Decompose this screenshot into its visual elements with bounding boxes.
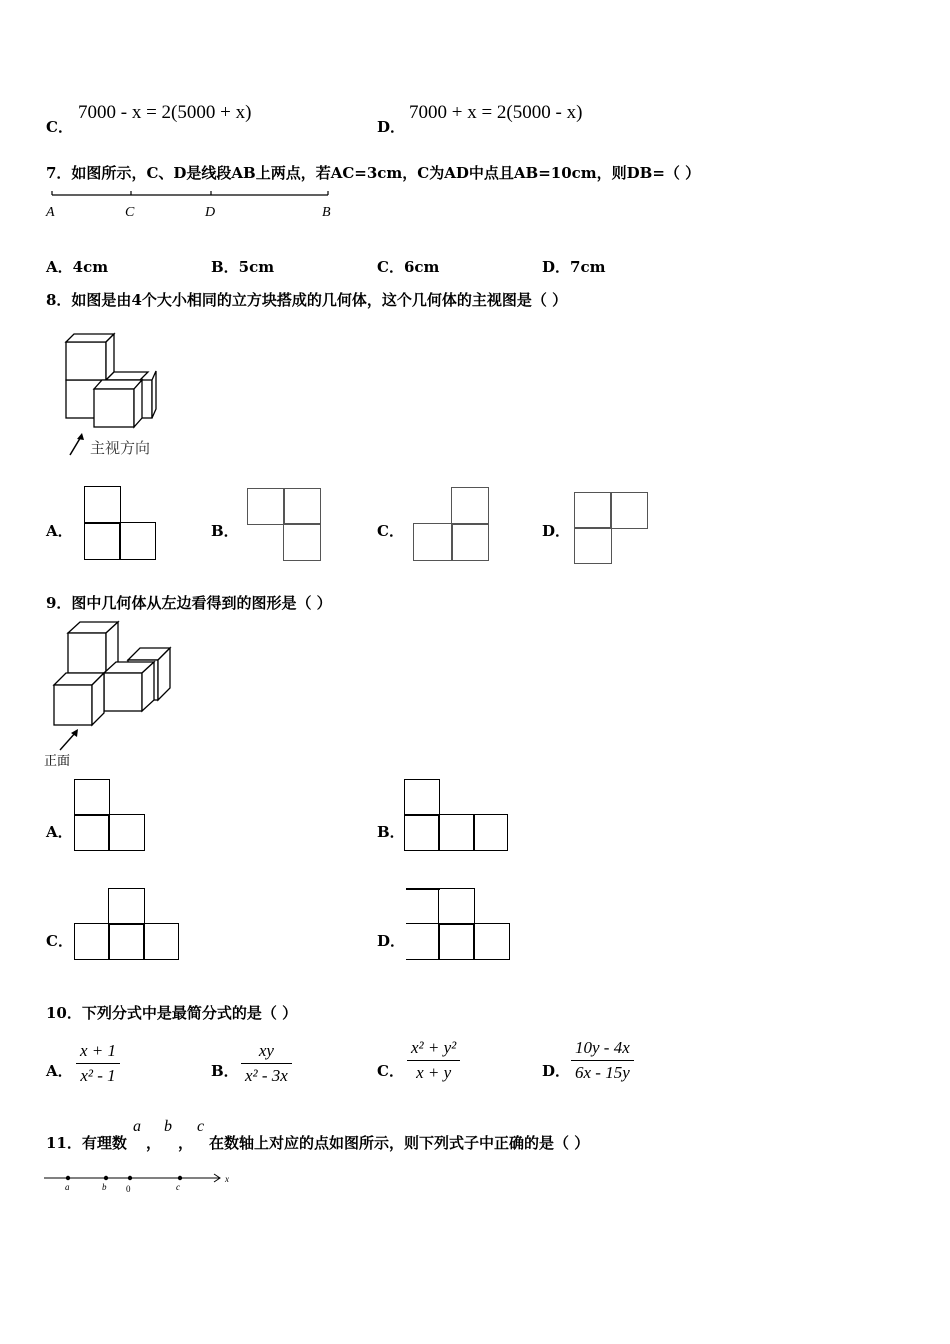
q8-option-c-label[interactable]: C． <box>377 522 404 540</box>
q8-a-cell <box>119 522 156 560</box>
q10-option-c-fraction[interactable] <box>407 1038 460 1083</box>
q8-option-a-label[interactable]: A． <box>46 522 73 540</box>
q8-cube-back-top <box>106 372 148 380</box>
q6-option-c-equation: 7000 - x = 2(5000 + x) <box>78 102 252 123</box>
q11-axis-label: x <box>225 1174 229 1184</box>
q11-number-line <box>40 1168 240 1198</box>
q10-option-a-label[interactable]: A． <box>46 1062 73 1080</box>
q8-c-cell <box>451 487 489 525</box>
q6-option-d-label: D． <box>377 118 406 136</box>
q7-stem: 7．如图所示，C、D是线段AB上两点，若AC=3cm，C为AD中点且AB=10cm，则DB=（ ） <box>46 164 701 182</box>
q9-option-c-figure[interactable] <box>74 888 180 960</box>
q10-option-c-label[interactable]: C． <box>377 1062 404 1080</box>
q7-point-label: D <box>205 205 216 220</box>
q6-option-c-label: C． <box>46 118 73 136</box>
q8-cube-front <box>94 389 134 427</box>
q8-option-b-label[interactable]: B． <box>211 522 239 540</box>
q9-cube-mid-front <box>104 673 142 711</box>
q8-view-arrowhead <box>77 433 84 440</box>
q10-c-numerator: x² + y² <box>411 1038 457 1057</box>
q10-d-numerator: 10y - 4x <box>575 1038 630 1057</box>
q8-view-caption: 主视方向 <box>90 439 151 457</box>
q10-option-d-label[interactable]: D． <box>542 1062 571 1080</box>
q7-point-label: B <box>322 205 331 220</box>
q9-option-d-figure[interactable] <box>404 888 512 960</box>
q7-segment-figure <box>40 184 340 224</box>
q8-cube-back-side <box>152 371 156 418</box>
q9-c-cell <box>108 923 145 960</box>
q9-b-cell <box>404 814 440 851</box>
q8-a-cell <box>84 522 121 560</box>
q8-option-a-figure[interactable] <box>84 486 156 560</box>
q9-option-a-label[interactable]: A． <box>46 823 73 841</box>
q10-option-d-fraction[interactable] <box>571 1038 634 1083</box>
q9-option-b-figure[interactable] <box>404 779 509 851</box>
q9-c-cell <box>108 888 145 925</box>
q6-option-d-equation: 7000 + x = 2(5000 - x) <box>409 102 583 123</box>
q10-b-denominator: x² - 3x <box>245 1066 288 1085</box>
q8-option-d-label[interactable]: D． <box>542 522 571 540</box>
q9-stem: 9．图中几何体从左边看得到的图形是（ ） <box>46 594 332 612</box>
q11-var-c: c <box>197 1118 205 1135</box>
q11-point-a <box>66 1176 70 1180</box>
q9-cube-front-front <box>54 685 92 725</box>
q9-view-caption: 正面 <box>44 754 71 769</box>
q10-stem: 10．下列分式中是最简分式的是（ ） <box>46 1004 298 1022</box>
q8-c-cell <box>413 523 453 561</box>
q9-b-cell <box>404 779 440 816</box>
q9-c-cell <box>74 923 110 960</box>
q9-d-cell <box>406 923 440 960</box>
q9-d-cell <box>473 923 510 960</box>
q9-d-cell <box>438 888 475 925</box>
q7-option-b[interactable]: B．5cm <box>211 258 275 276</box>
q8-c-cell <box>451 523 489 561</box>
q7-option-c[interactable]: C．6cm <box>377 258 440 276</box>
q8-a-cell <box>84 486 121 524</box>
q10-option-b-label[interactable]: B． <box>211 1062 239 1080</box>
q9-option-c-label[interactable]: C． <box>46 932 73 950</box>
q9-c-cell <box>143 923 179 960</box>
q11-axis-label: b <box>102 1182 107 1192</box>
q10-option-a-fraction[interactable] <box>76 1041 120 1086</box>
q10-b-numerator: xy <box>258 1041 274 1060</box>
q10-a-denominator: x² - 1 <box>80 1066 116 1085</box>
q9-a-cell <box>74 814 110 851</box>
q7-option-d[interactable]: D．7cm <box>542 258 606 276</box>
q10-c-denominator: x + y <box>416 1063 452 1082</box>
q9-option-a-figure[interactable] <box>74 779 146 851</box>
q8-cube-front-side <box>134 380 142 427</box>
q11-stem-end: 在数轴上对应的点如图所示，则下列式子中正确的是（ ） <box>209 1134 590 1152</box>
q11-comma: ， <box>178 1134 194 1152</box>
q11-axis-label: c <box>176 1182 180 1192</box>
q8-b-cell <box>283 523 321 561</box>
q9-cube-figure <box>42 618 177 770</box>
q8-option-c-figure[interactable] <box>413 487 489 561</box>
q8-option-d-figure[interactable] <box>574 492 648 564</box>
q8-d-cell <box>574 527 612 564</box>
q9-a-cell <box>108 814 145 851</box>
q10-option-b-fraction[interactable] <box>241 1041 292 1086</box>
q9-d-cell <box>438 923 475 960</box>
q11-axis-label: a <box>65 1182 70 1192</box>
q11-point-zero <box>128 1176 132 1180</box>
q10-a-numerator: x + 1 <box>80 1041 117 1060</box>
q9-cube-top-front <box>68 633 106 673</box>
q11-point-b <box>104 1176 108 1180</box>
q8-cube-figure <box>60 325 170 460</box>
q11-var-b: b <box>164 1118 172 1135</box>
q7-point-label: A <box>46 205 55 220</box>
q9-a-cell <box>74 779 110 816</box>
q8-d-cell <box>574 492 612 529</box>
q11-var-a: a <box>133 1118 141 1135</box>
q11-axis-label: 0 <box>126 1184 131 1194</box>
q11-point-c <box>178 1176 182 1180</box>
q9-option-d-label[interactable]: D． <box>377 932 406 950</box>
q8-cube-top-left <box>66 342 106 380</box>
q8-b-cell <box>247 488 285 525</box>
q7-option-a[interactable]: A．4cm <box>46 258 109 276</box>
q11-stem-start: 11．有理数 <box>46 1134 127 1152</box>
q8-b-cell <box>283 488 321 525</box>
q8-option-b-figure[interactable] <box>247 488 321 561</box>
q9-d-top-edge <box>406 888 440 890</box>
q9-option-b-label[interactable]: B． <box>377 823 405 841</box>
q7-point-label: C <box>125 205 135 220</box>
q11-comma: ， <box>146 1134 162 1152</box>
q8-stem: 8．如图是由4个大小相同的立方块搭成的几何体，这个几何体的主视图是（ ） <box>46 291 568 309</box>
q8-d-cell <box>610 492 648 529</box>
q9-b-cell <box>438 814 475 851</box>
q9-b-cell <box>473 814 508 851</box>
q10-d-denominator: 6x - 15y <box>575 1063 630 1082</box>
